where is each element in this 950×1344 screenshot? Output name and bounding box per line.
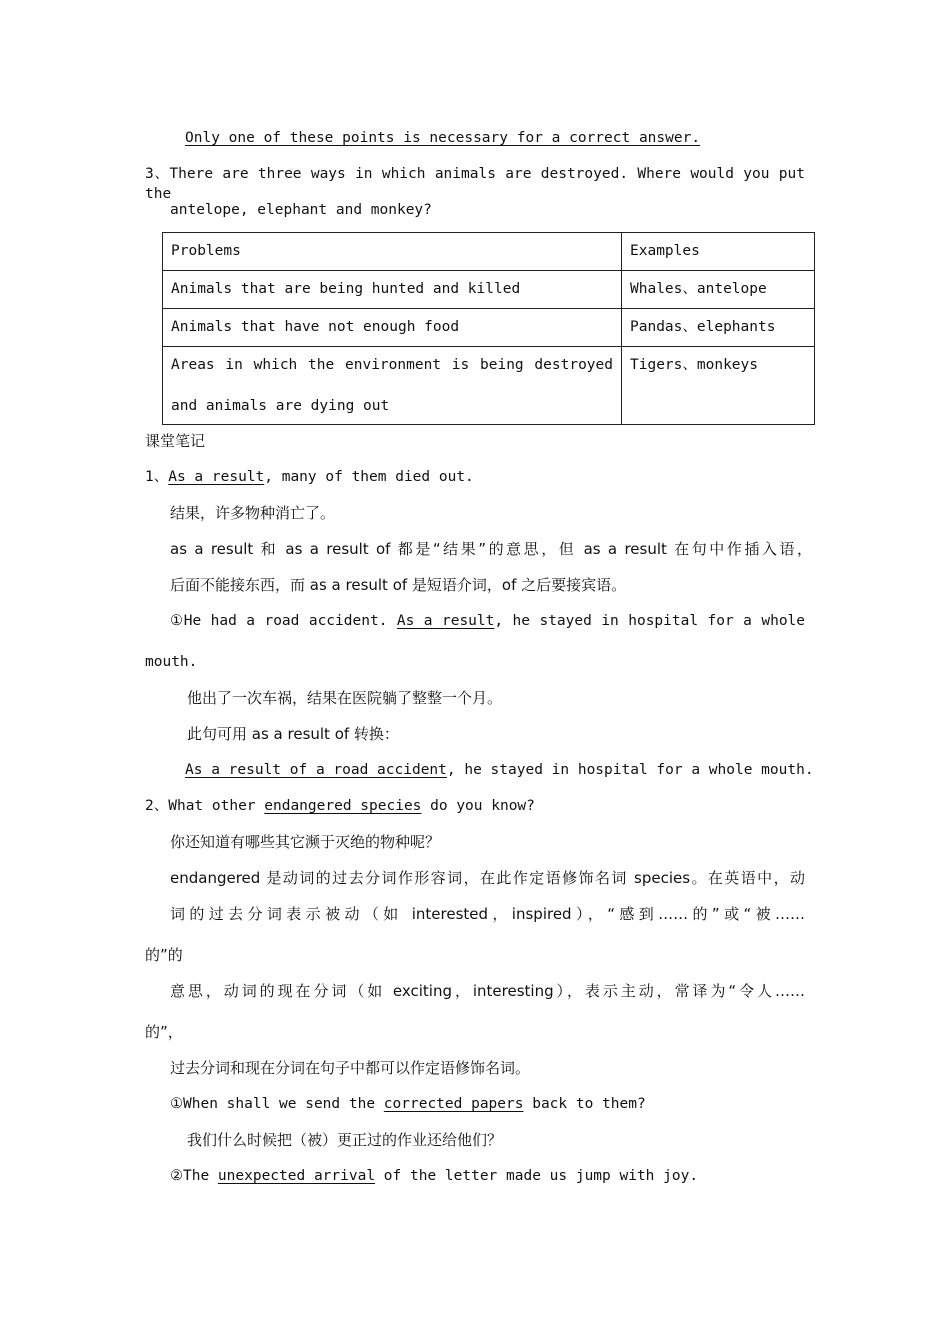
note-2-translation: 你还知道有哪些其它濒于灭绝的物种呢？ — [170, 833, 441, 851]
note-2-explanation: 的”， — [145, 1023, 183, 1041]
example-1-cont: mouth. — [145, 654, 198, 670]
note-2-explanation: 词的过去分词表示被动（如 interested，inspired），“感到……的”或“被…… — [170, 905, 805, 923]
example-1-note: 此句可用 as a result of 转换： — [187, 725, 399, 743]
note-2-explanation: 意思，动词的现在分词（如 exciting，interesting），表示主动，常译为“令人…… — [170, 982, 805, 1000]
problem-cell — [163, 347, 622, 425]
section-heading: 课堂笔记 — [145, 432, 206, 450]
example-cell: Pandas、elephants — [622, 309, 815, 347]
example-3: ②The unexpected arrival of the letter made us jump with joy. — [170, 1168, 699, 1184]
problem-line: and animals are dying out — [171, 398, 390, 414]
note-1-explanation: as a result 和 as a result of 都是“结果”的意思，但 as a result 在句中作插入语， — [170, 540, 812, 558]
table-header-problems: Problems — [163, 233, 622, 271]
table-row — [163, 347, 815, 425]
example-2-translation: 我们什么时候把（被）更正过的作业还给他们？ — [187, 1131, 503, 1149]
example-1-rewrite: As a result of a road accident, he stayed in hospital for a whole mouth. — [185, 762, 814, 778]
note-1: 1、As a result, many of them died out. — [145, 469, 474, 485]
note-2-explanation: 过去分词和现在分词在句子中都可以作定语修饰名词。 — [170, 1059, 531, 1077]
question-3: 3、There are three ways in which animals are destroyed. Where would you put the — [145, 166, 805, 202]
table-header-examples: Examples — [622, 233, 815, 271]
table-row — [163, 309, 815, 347]
note-1-translation: 结果，许多物种消亡了。 — [170, 504, 336, 522]
problem-cell: Animals that have not enough food — [163, 309, 622, 347]
question-3-cont: antelope, elephant and monkey? — [170, 202, 432, 218]
example-1-translation: 他出了一次车祸，结果在医院躺了整整一个月。 — [187, 689, 503, 707]
example-cell: Whales、antelope — [622, 271, 815, 309]
problem-line: Areas in which the environment is being destroyed — [171, 357, 613, 373]
problems-table — [162, 232, 815, 425]
example-1: ①He had a road accident. As a result, he stayed in hospital for a whole — [170, 613, 806, 629]
example-2: ①When shall we send the corrected papers back to them? — [170, 1096, 646, 1112]
example-cell: Tigers、monkeys — [622, 347, 815, 425]
note-2-explanation: 的”的 — [145, 946, 183, 964]
note-2: 2、What other endangered species do you know? — [145, 798, 535, 814]
note-1-explanation-cont: 后面不能接东西，而 as a result of 是短语介词，of 之后要接宾语。 — [170, 576, 627, 594]
table-row — [163, 271, 815, 309]
problem-cell: Animals that are being hunted and killed — [163, 271, 622, 309]
answer-note: Only one of these points is necessary for a correct answer. — [185, 130, 701, 146]
note-2-explanation: endangered 是动词的过去分词作形容词，在此作定语修饰名词 species。在英语中，动 — [170, 869, 805, 887]
